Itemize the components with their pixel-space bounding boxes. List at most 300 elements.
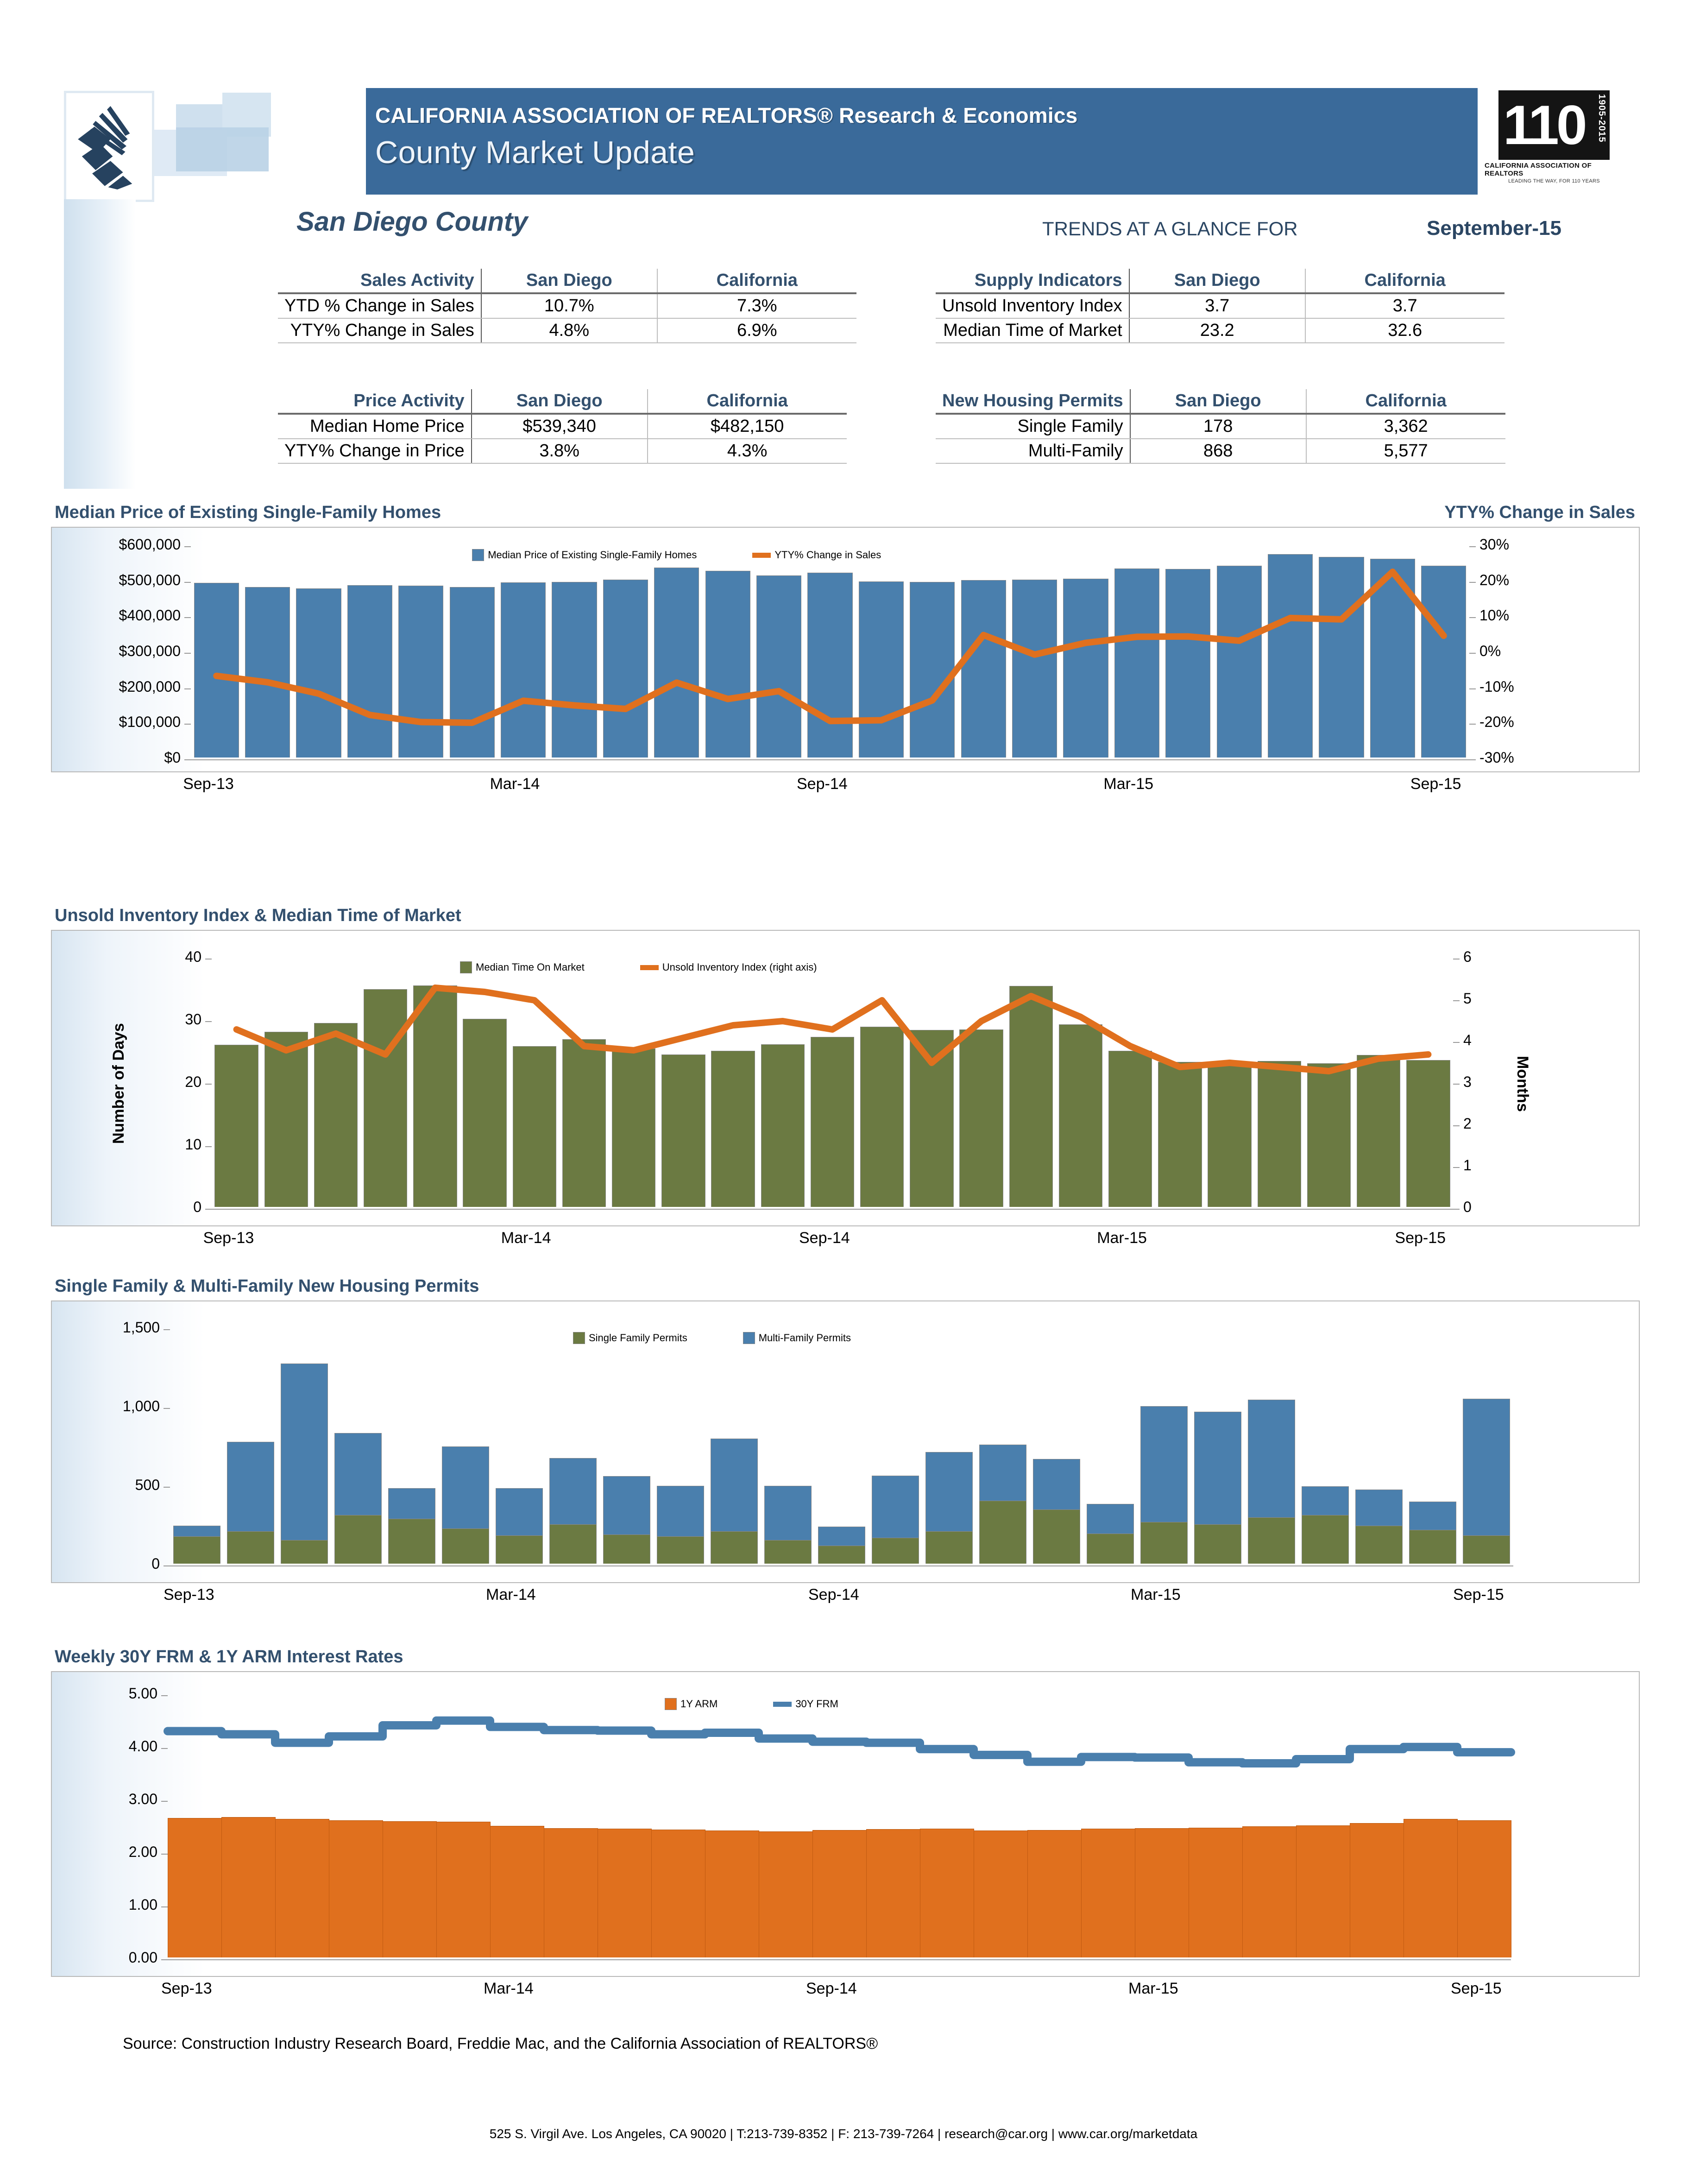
col-header: San Diego	[1130, 389, 1306, 414]
header-doc-title: County Market Update	[375, 135, 695, 170]
chart-bar	[1357, 1055, 1400, 1207]
x-axis-tick-label: Sep-15	[1453, 1586, 1504, 1603]
chart-bar	[1268, 554, 1313, 757]
axis-tick	[205, 1146, 212, 1147]
chart-bar	[711, 1439, 758, 1532]
chart-bar	[463, 1019, 506, 1207]
x-axis-tick-label: Sep-14	[808, 1586, 859, 1603]
chart-bar	[612, 1048, 655, 1207]
chart-bar	[859, 581, 904, 757]
chart-bar	[1355, 1490, 1403, 1526]
chart-bar	[818, 1546, 865, 1564]
y-axis-tick-label: 4	[1463, 1032, 1472, 1048]
y-axis-tick-label: 10	[185, 1136, 201, 1153]
legend-line-swatch	[773, 1702, 792, 1707]
chart-legend	[472, 549, 881, 561]
x-axis-tick-label: Sep-13	[161, 1980, 212, 1997]
x-axis-tick-label: Mar-14	[490, 775, 540, 793]
chart-bar	[1063, 579, 1108, 757]
legend-item	[773, 1698, 838, 1710]
chart-bar	[173, 1526, 220, 1536]
chart-bar	[1463, 1399, 1510, 1535]
y-axis-tick-label: 6	[1463, 948, 1472, 965]
axis-tick	[1469, 688, 1476, 689]
area-column	[1242, 1826, 1297, 1957]
row-label: Multi-Family	[936, 439, 1130, 463]
chart-bar	[807, 573, 852, 757]
chart-bar	[657, 1486, 704, 1536]
chart-bar	[245, 587, 290, 757]
footer-contact: 525 S. Virgil Ave. Los Angeles, CA 90020 | T:213-739-8352 | F: 213-739-7264 | research@car.org | www.car.org/marketdata	[489, 2127, 1198, 2141]
area-column	[1081, 1829, 1135, 1957]
chart-bar	[513, 1046, 556, 1207]
anniversary-mark	[1498, 90, 1610, 160]
area-column	[1350, 1823, 1404, 1957]
row-value-state: 5,577	[1306, 439, 1505, 463]
chart-bar	[910, 1030, 953, 1207]
chart-legend	[460, 961, 817, 973]
chart-bar	[562, 1039, 606, 1207]
x-axis-tick-label: Mar-14	[486, 1586, 536, 1603]
area-column	[275, 1819, 329, 1957]
area-column	[329, 1820, 383, 1957]
axis-tick	[1453, 1042, 1460, 1043]
chart-bar	[334, 1515, 382, 1564]
chart-bar	[496, 1488, 543, 1535]
plot-area	[51, 1671, 1640, 1977]
table-row	[936, 293, 1504, 318]
area-column	[1189, 1828, 1243, 1957]
x-axis-line	[191, 759, 1469, 760]
source-note: Source: Construction Industry Research Board, Freddie Mac, and the California Association of REALTORS®	[123, 2035, 878, 2052]
row-value-state: 32.6	[1305, 318, 1504, 343]
y-axis-tick-label: $500,000	[119, 571, 181, 588]
left-gradient-strip	[64, 199, 136, 489]
trends-period: September-15	[1427, 217, 1562, 240]
axis-tick	[1469, 724, 1476, 725]
y-axis-tick-label: 10%	[1479, 607, 1510, 624]
legend-label: YTY% Change in Sales	[774, 549, 881, 561]
x-axis-tick-label: Sep-13	[183, 775, 234, 793]
area-column	[759, 1831, 813, 1957]
row-label: Unsold Inventory Index	[936, 293, 1129, 318]
x-axis	[51, 1583, 1640, 1611]
legend-color-swatch	[472, 549, 484, 561]
table-row	[278, 318, 856, 343]
axis-tick	[161, 1959, 168, 1960]
chart-bar	[818, 1527, 865, 1546]
chart-bar	[711, 1531, 758, 1564]
y-axis-tick-label: -20%	[1479, 713, 1514, 731]
y-axis-tick-label: 2.00	[128, 1843, 157, 1860]
chart-bar	[756, 575, 801, 757]
chart-bar	[1248, 1400, 1295, 1517]
area-column	[383, 1821, 437, 1957]
chart-bar	[1319, 557, 1364, 757]
chart-bar	[281, 1363, 328, 1540]
chart-bar	[1409, 1502, 1456, 1530]
chart-legend	[665, 1698, 838, 1710]
row-value-state: $482,150	[648, 414, 847, 439]
row-value-county: 3.8%	[472, 439, 648, 463]
chart-bar	[1033, 1459, 1080, 1509]
row-label: YTD % Change in Sales	[278, 293, 481, 318]
row-label: Median Time of Market	[936, 318, 1129, 343]
axis-tick	[161, 1748, 168, 1749]
plot-area	[51, 930, 1640, 1226]
x-axis-tick-label: Mar-15	[1103, 775, 1154, 793]
chart-bar	[1158, 1062, 1202, 1207]
chart-bar	[264, 1032, 308, 1207]
chart-bar	[1033, 1509, 1080, 1564]
axis-tick	[184, 759, 191, 760]
chart-bar	[1009, 986, 1053, 1207]
chart-legend	[573, 1332, 851, 1344]
row-label: YTY% Change in Price	[278, 439, 472, 463]
legend-color-swatch	[665, 1698, 677, 1710]
chart-bar	[603, 1476, 650, 1534]
axis-tick	[184, 582, 191, 583]
area-column	[1027, 1830, 1082, 1957]
chart-bar	[398, 586, 443, 757]
chart-bar	[959, 1029, 1003, 1207]
chart-bar	[910, 582, 955, 757]
chart-bar	[388, 1488, 435, 1519]
y-axis-tick-label: 0	[151, 1555, 160, 1572]
axis-tick	[164, 1487, 170, 1488]
y-axis-tick-label: $600,000	[119, 536, 181, 553]
y-axis-tick-label: $100,000	[119, 713, 181, 731]
y-axis-tick-label: 20	[185, 1073, 201, 1090]
trends-for-label: TRENDS AT A GLANCE FOR	[1042, 218, 1298, 240]
axis-tick	[1469, 582, 1476, 583]
anniversary-number: 110	[1503, 94, 1585, 156]
y-axis-tick-label: $300,000	[119, 643, 181, 659]
y-axis-title: Number of Days	[110, 1023, 127, 1144]
chart-bar	[1217, 566, 1262, 757]
chart-bar	[1087, 1504, 1134, 1534]
row-value-county: $539,340	[472, 414, 648, 439]
chart-bar	[1409, 1530, 1456, 1564]
area-column	[490, 1826, 544, 1957]
col-header: Supply Indicators	[936, 269, 1129, 293]
chart-bar	[214, 1045, 258, 1207]
chart-bar	[925, 1531, 973, 1564]
y-axis-tick-label: 5.00	[128, 1685, 157, 1702]
area-column	[1296, 1825, 1350, 1957]
legend-item	[640, 961, 817, 973]
row-label: Median Home Price	[278, 414, 472, 439]
axis-tick	[184, 688, 191, 689]
row-value-county: 23.2	[1129, 318, 1305, 343]
x-axis-tick-label: Mar-15	[1097, 1229, 1147, 1247]
area-column	[705, 1831, 759, 1957]
county-name: San Diego County	[296, 207, 528, 237]
x-axis-line	[168, 1959, 1511, 1960]
chart-bar	[872, 1476, 919, 1538]
chart-title: Weekly 30Y FRM & 1Y ARM Interest Rates	[55, 1647, 403, 1666]
y-axis-tick-label: 0	[1463, 1199, 1472, 1215]
col-header: California	[1306, 389, 1505, 414]
y-axis-tick-label: $200,000	[119, 678, 181, 695]
row-value-county: 868	[1130, 439, 1306, 463]
legend-label: 30Y FRM	[795, 1698, 838, 1710]
chart-bar	[552, 582, 597, 758]
area-column	[812, 1830, 867, 1957]
col-header: California	[1305, 269, 1504, 293]
y-axis-tick-label: -10%	[1479, 678, 1514, 695]
chart-bar	[1258, 1061, 1301, 1207]
col-header: Sales Activity	[278, 269, 481, 293]
col-header: Price Activity	[278, 389, 472, 414]
chart-bar	[1165, 569, 1210, 757]
anniversary-subtitle: CALIFORNIA ASSOCIATION OF REALTORS	[1485, 162, 1592, 177]
area-column	[1457, 1820, 1511, 1957]
chart-bar	[657, 1536, 704, 1564]
legend-label: Median Time On Market	[476, 961, 585, 973]
axis-tick	[205, 1084, 212, 1085]
x-axis-tick-label: Mar-15	[1128, 1980, 1178, 1997]
area-column	[221, 1817, 276, 1957]
chart-bar	[925, 1452, 973, 1532]
legend-color-swatch	[743, 1332, 755, 1344]
chart-bar	[1421, 566, 1466, 757]
legend-item	[472, 549, 697, 561]
col-header: New Housing Permits	[936, 389, 1130, 414]
axis-tick	[184, 617, 191, 618]
plot-area	[51, 527, 1640, 772]
chart-bar	[979, 1501, 1026, 1564]
chart-bar	[1208, 1064, 1251, 1207]
supply-indicators-table	[936, 269, 1504, 343]
area-column	[974, 1831, 1028, 1957]
legend-label: Unsold Inventory Index (right axis)	[662, 961, 817, 973]
table-row	[936, 414, 1505, 439]
axis-tick	[1453, 1167, 1460, 1168]
y-axis-tick-label: 1,000	[122, 1398, 160, 1414]
chart-bar	[364, 989, 407, 1207]
area-column	[651, 1830, 705, 1957]
new-housing-permits-table	[936, 389, 1505, 464]
y-axis-tick-label: 3.00	[128, 1791, 157, 1807]
y-axis-tick-label: 1.00	[128, 1896, 157, 1913]
y-axis-tick-label: 1,500	[122, 1319, 160, 1336]
row-value-county: 4.8%	[481, 318, 657, 343]
x-axis-line	[170, 1565, 1513, 1566]
y-axis-tick-label: $400,000	[119, 607, 181, 624]
chart-bar	[296, 588, 341, 757]
x-axis-tick-label: Sep-15	[1395, 1229, 1446, 1247]
axis-tick	[1453, 1084, 1460, 1085]
y-axis-tick-label: $0	[164, 749, 181, 766]
x-axis-tick-label: Mar-15	[1131, 1586, 1181, 1603]
chart-bar	[442, 1528, 489, 1564]
col-header: San Diego	[472, 389, 648, 414]
table-row	[278, 414, 847, 439]
y-axis-tick-label: 5	[1463, 990, 1472, 1007]
x-axis	[51, 1977, 1640, 2005]
legend-item	[460, 961, 585, 973]
chart-inventory-tom	[51, 906, 1640, 1254]
y-axis-tick-label: 20%	[1479, 571, 1510, 588]
legend-label: Multi-Family Permits	[758, 1332, 851, 1344]
legend-label: Single Family Permits	[589, 1332, 687, 1344]
chart-bar	[764, 1486, 812, 1540]
anniversary-tagline: LEADING THE WAY, FOR 110 YEARS	[1508, 178, 1600, 184]
chart-bar	[1463, 1535, 1510, 1564]
area-column	[1404, 1819, 1458, 1957]
legend-label: Median Price of Existing Single-Family Homes	[488, 549, 697, 561]
row-label: YTY% Change in Sales	[278, 318, 481, 343]
chart-bar	[227, 1531, 274, 1564]
y-axis-tick-label: 3	[1463, 1073, 1472, 1090]
chart-bar	[413, 985, 457, 1207]
x-axis	[51, 1226, 1640, 1254]
chart-bar	[1108, 1051, 1152, 1207]
x-axis-tick-label: Mar-14	[484, 1980, 534, 1997]
y-axis-tick-label: -30%	[1479, 749, 1514, 766]
x-axis-tick-label: Sep-15	[1410, 775, 1461, 793]
chart-bar	[711, 1051, 755, 1207]
col-header: California	[657, 269, 856, 293]
axis-tick	[164, 1565, 170, 1566]
col-header: San Diego	[1129, 269, 1305, 293]
x-axis-line	[212, 1209, 1453, 1210]
row-value-county: 3.7	[1129, 293, 1305, 318]
sales-activity-table	[278, 269, 856, 343]
axis-tick	[164, 1408, 170, 1409]
y-axis-tick-label: 0	[193, 1199, 201, 1215]
axis-tick	[1469, 759, 1476, 760]
chart-title: Unsold Inventory Index & Median Time of Market	[55, 906, 461, 925]
x-axis-tick-label: Sep-15	[1451, 1980, 1502, 1997]
chart-line	[168, 1721, 1511, 1763]
axis-tick	[1453, 1125, 1460, 1126]
axis-tick	[1469, 653, 1476, 654]
chart-bar	[501, 582, 546, 757]
axis-tick	[161, 1854, 168, 1855]
chart-bar	[1114, 568, 1159, 757]
x-axis-tick-label: Sep-13	[164, 1586, 214, 1603]
axis-tick	[1469, 617, 1476, 618]
chart-bar	[661, 1054, 705, 1207]
chart-bar	[761, 1044, 805, 1207]
header-org-title: CALIFORNIA ASSOCIATION OF REALTORS® Research & Economics	[375, 103, 1078, 127]
chart-bar	[281, 1540, 328, 1564]
legend-line-swatch	[752, 553, 771, 558]
chart-bar	[811, 1037, 854, 1207]
chart-title: Median Price of Existing Single-Family Homes	[55, 503, 441, 522]
chart-bar	[442, 1446, 489, 1528]
row-value-state: 3,362	[1306, 414, 1505, 439]
y-axis-tick-label: 1	[1463, 1157, 1472, 1174]
axis-tick	[184, 546, 191, 547]
chart-bar	[1194, 1412, 1241, 1524]
chart-bar	[549, 1524, 597, 1564]
chart-bar	[1140, 1522, 1188, 1564]
chart-bar	[334, 1433, 382, 1515]
chart-bar	[654, 568, 699, 757]
legend-color-swatch	[460, 961, 472, 973]
chart-bar	[979, 1445, 1026, 1501]
chart-title-right: YTY% Change in Sales	[1444, 503, 1635, 522]
area-column	[920, 1829, 974, 1957]
row-value-county: 10.7%	[481, 293, 657, 318]
axis-tick	[1453, 1209, 1460, 1210]
x-axis-tick-label: Sep-14	[806, 1980, 857, 1997]
chart-bar	[705, 571, 750, 757]
legend-item	[752, 549, 881, 561]
plot-area	[51, 1300, 1640, 1583]
legend-item	[665, 1698, 718, 1710]
chart-bar	[764, 1540, 812, 1564]
car-logo	[64, 91, 154, 202]
y-axis-tick-label: 500	[135, 1477, 160, 1493]
chart-bar	[1012, 580, 1057, 757]
chart-housing-permits	[51, 1276, 1640, 1611]
row-value-state: 4.3%	[648, 439, 847, 463]
chart-bar	[227, 1442, 274, 1532]
col-header: California	[648, 389, 847, 414]
chart-bar	[860, 1027, 904, 1207]
axis-tick	[1453, 1000, 1460, 1001]
chart-bar	[1194, 1524, 1241, 1564]
y-axis-tick-label: 40	[185, 948, 201, 965]
axis-tick	[1469, 546, 1476, 547]
chart-bar	[347, 585, 392, 757]
y-axis-tick-label: 30%	[1479, 536, 1510, 553]
area-column	[436, 1822, 491, 1957]
chart-bar	[1307, 1063, 1351, 1207]
x-axis-tick-label: Mar-14	[501, 1229, 551, 1247]
table-row	[278, 439, 847, 463]
chart-bar	[1302, 1486, 1349, 1515]
row-value-state: 6.9%	[657, 318, 856, 343]
axis-tick	[161, 1801, 168, 1802]
legend-label: 1Y ARM	[680, 1698, 718, 1710]
area-column	[1135, 1828, 1189, 1957]
x-axis-tick-label: Sep-14	[799, 1229, 850, 1247]
y-axis-tick-label: 0%	[1479, 643, 1501, 659]
row-value-state: 7.3%	[657, 293, 856, 318]
y2-axis-title: Months	[1514, 1055, 1531, 1112]
chart-title: Single Family & Multi-Family New Housing Permits	[55, 1276, 479, 1296]
chart-bar	[1370, 559, 1415, 757]
axis-tick	[164, 1329, 170, 1330]
x-axis-tick-label: Sep-14	[797, 775, 848, 793]
chart-bar	[603, 1534, 650, 1564]
chart-median-price	[51, 503, 1640, 800]
x-axis	[51, 772, 1640, 800]
axis-tick	[205, 1209, 212, 1210]
chart-bar	[1406, 1060, 1450, 1207]
table-row	[936, 439, 1505, 463]
chart-bar	[549, 1458, 597, 1524]
chart-bar	[603, 580, 648, 757]
chart-bar	[388, 1519, 435, 1564]
y-axis-tick-label: 2	[1463, 1115, 1472, 1132]
anniversary-years: 1905-2015	[1597, 94, 1607, 143]
anniversary-logo	[1485, 90, 1624, 192]
chart-bar	[194, 583, 239, 757]
decor-square-2	[176, 127, 269, 171]
table-row	[936, 318, 1504, 343]
report-header	[0, 0, 1687, 199]
chart-bar	[1302, 1515, 1349, 1564]
chart-bar	[1087, 1534, 1134, 1564]
chart-interest-rates	[51, 1647, 1640, 2005]
row-value-state: 3.7	[1305, 293, 1504, 318]
